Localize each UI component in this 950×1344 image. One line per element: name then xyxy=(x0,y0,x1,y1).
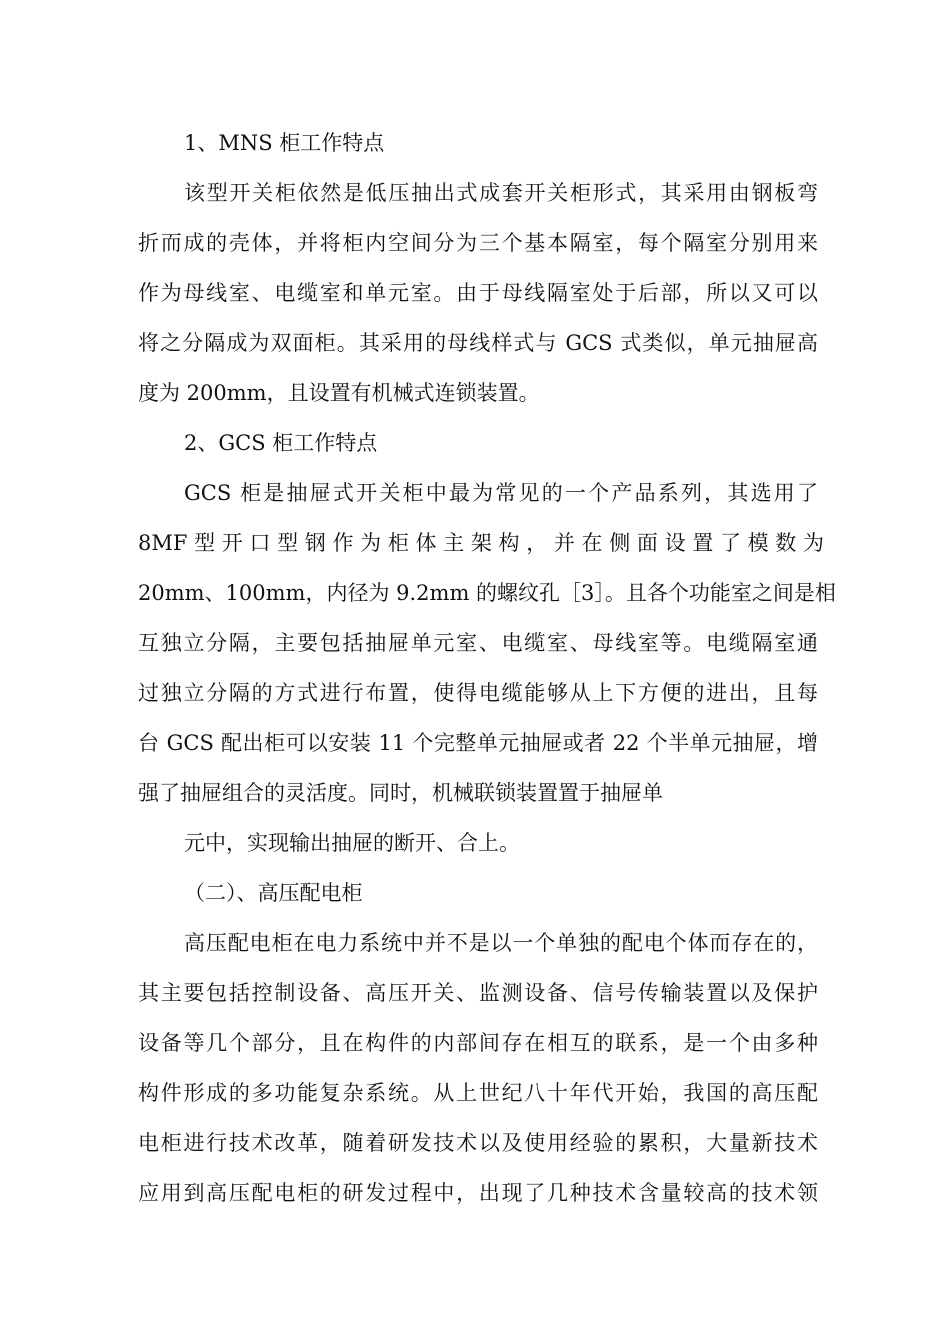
paragraph-line: 折而成的壳体，并将柜内空间分为三个基本隔室，每个隔室分别用来 xyxy=(138,231,818,255)
paragraph-line: 20mm、100mm，内径为 9.2mm 的螺纹孔［3］。且各个功能室之间是相 xyxy=(138,581,836,605)
paragraph-line: 应用到高压配电柜的研发过程中，出现了几种技术含量较高的技术领 xyxy=(138,1181,818,1205)
paragraph-line: 构件形成的多功能复杂系统。从上世纪八十年代开始，我国的高压配 xyxy=(138,1081,818,1105)
paragraph-line: 该型开关柜依然是低压抽出式成套开关柜形式，其采用由钢板弯 xyxy=(184,181,818,205)
paragraph-line: 其主要包括控制设备、高压开关、监测设备、信号传输装置以及保护 xyxy=(138,981,818,1005)
paragraph-line: 台 GCS 配出柜可以安装 11 个完整单元抽屉或者 22 个半单元抽屉，增 xyxy=(138,731,818,755)
heading-high-voltage-cabinet: （二）、高压配电柜 xyxy=(184,881,363,905)
paragraph-line: 高压配电柜在电力系统中并不是以一个单独的配电个体而存在的， xyxy=(184,931,818,955)
paragraph-line: 电柜进行技术改革，随着研发技术以及使用经验的累积，大量新技术 xyxy=(138,1131,818,1155)
paragraph-line: 作为母线室、电缆室和单元室。由于母线隔室处于后部，所以又可以 xyxy=(138,281,818,305)
paragraph-line: 元中，实现输出抽屉的断开、合上。 xyxy=(184,831,520,855)
paragraph-line: 设备等几个部分，且在构件的内部间存在相互的联系，是一个由多种 xyxy=(138,1031,818,1055)
document-page xyxy=(138,118,836,1218)
paragraph-line: 度为 200mm，且设置有机械式连锁装置。 xyxy=(138,381,540,405)
heading-gcs-cabinet: 2、GCS 柜工作特点 xyxy=(184,431,378,455)
paragraph-line: 强了抽屉组合的灵活度。同时，机械联锁装置置于抽屉单 xyxy=(138,781,663,805)
paragraph-line: GCS 柜是抽屉式开关柜中最为常见的一个产品系列，其选用了 xyxy=(184,481,818,505)
paragraph-line: 互独立分隔，主要包括抽屉单元室、电缆室、母线室等。电缆隔室通 xyxy=(138,631,818,655)
paragraph-line: 8MF 型 开 口 型 钢 作 为 柜 体 主 架 构 ， 并 在 侧 面 设 置 了 模 数 为 xyxy=(138,531,824,555)
heading-mns-cabinet: 1、MNS 柜工作特点 xyxy=(184,131,385,155)
paragraph-line: 将之分隔成为双面柜。其采用的母线样式与 GCS 式类似，单元抽屉高 xyxy=(138,331,818,355)
paragraph-line: 过独立分隔的方式进行布置，使得电缆能够从上下方便的进出，且每 xyxy=(138,681,818,705)
